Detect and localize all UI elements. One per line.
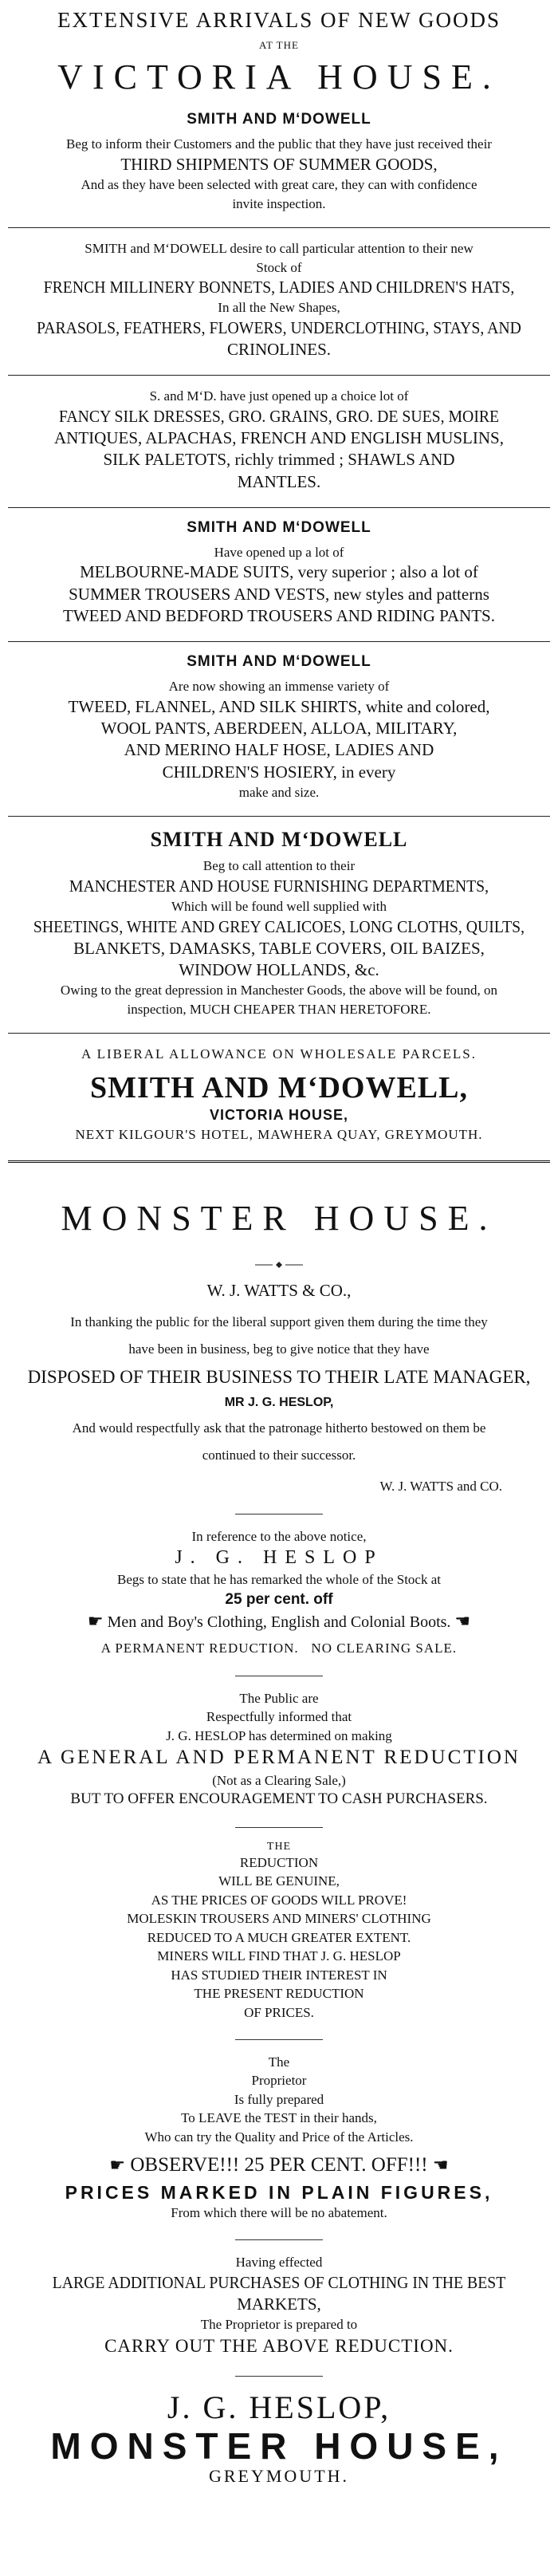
text-line: S. and M‘D. have just opened up a choice lot of xyxy=(149,388,409,404)
observe-line xyxy=(8,2153,550,2179)
paragraph-general-reduction xyxy=(8,1689,550,1810)
text-line: OF PRICES. xyxy=(244,2004,314,2020)
plain-figures-line: PRICES MARKED IN PLAIN FIGURES, xyxy=(65,2181,493,2203)
text-line: CHILDREN'S HOSIERY, in every xyxy=(162,762,396,782)
divider xyxy=(8,375,550,376)
victoria-house-advert xyxy=(8,0,550,1143)
firm-name: W. J. WATTS & CO., xyxy=(206,1281,352,1301)
text-line: AND MERINO HALF HOSE, LADIES AND xyxy=(124,740,434,760)
text-line: TWEED, FLANNEL, AND SILK SHIRTS, white and colored, xyxy=(68,696,490,716)
text-line: The Proprietor is prepared to xyxy=(200,2317,358,2333)
text-line: WOOL PANTS, ABERDEEN, ALLOA, MILITARY, xyxy=(100,719,458,739)
text-line: LARGE ADDITIONAL PURCHASES OF CLOTHING IN THE BEST xyxy=(52,2272,506,2292)
advert-headline: EXTENSIVE ARRIVALS OF NEW GOODS xyxy=(57,8,501,32)
advert-separator xyxy=(8,1160,550,1163)
text-line: Are now showing an immense variety of xyxy=(168,679,390,695)
text-line: And as they have been selected with great care, they can with confidence xyxy=(81,177,477,193)
text-line: Who can try the Quality and Price of the Articles. xyxy=(144,2129,414,2145)
divider xyxy=(8,641,550,642)
text-line: OBSERVE!!! 25 PER CENT. OFF!!! xyxy=(130,2154,428,2176)
paragraph-purchases xyxy=(8,2253,550,2357)
firm-name: SMITH AND M‘DOWELL xyxy=(150,828,408,852)
text-line: (Not as a Clearing Sale,) xyxy=(212,1772,346,1788)
text-line: TWEED AND BEDFORD TROUSERS AND RIDING PANTS. xyxy=(63,605,495,625)
divider xyxy=(8,816,550,817)
text-line: To LEAVE the TEST in their hands, xyxy=(181,2110,377,2126)
text-line: The xyxy=(268,2054,290,2070)
closing-house-name: VICTORIA HOUSE, xyxy=(209,1106,349,1123)
text-line: HAS STUDIED THEIR INTEREST IN xyxy=(171,1967,387,1983)
text-line: SMITH and M‘DOWELL desire to call particular attention to their new xyxy=(84,241,474,257)
text-line: SHEETINGS, WHITE AND GREY CALICOES, LONG CLOTHS, QUILTS, xyxy=(33,916,525,936)
text-line: In all the New Shapes, xyxy=(218,300,340,316)
text-line: Having effected xyxy=(235,2255,323,2271)
pointing-hand-icon: ☛ xyxy=(109,2155,126,2176)
text-line: inspection, MUCH CHEAPER THAN HERETOFORE. xyxy=(127,1001,431,1017)
paragraph-millinery xyxy=(8,239,550,360)
text-line: THE xyxy=(266,1840,292,1853)
text-line: FANCY SILK DRESSES, GRO. GRAINS, GRO. DE SUES, MOIRE xyxy=(58,406,500,426)
firm-name: SMITH AND M‘DOWELL xyxy=(187,518,371,536)
text-line: have been in business, beg to give notice that they have xyxy=(128,1341,430,1357)
text-line: Stock of xyxy=(256,259,302,275)
text-line: make and size. xyxy=(238,784,320,800)
text-line: A GENERAL AND PERMANENT REDUCTION xyxy=(37,1747,521,1769)
signature: W. J. WATTS and CO. xyxy=(379,1479,502,1495)
permanent-reduction-notice: A PERMANENT REDUCTION. NO CLEARING SALE. xyxy=(100,1641,458,1656)
divider xyxy=(235,2039,323,2040)
at-the-label: AT THE xyxy=(259,39,299,51)
text-line: Owing to the great depression in Manchester Goods, the above will be found, on xyxy=(60,983,498,998)
text-line: MANTLES. xyxy=(237,471,321,491)
firm-name: SMITH AND M‘DOWELL xyxy=(187,653,371,671)
closing-proprietor-name: J. G. HESLOP, xyxy=(167,2389,391,2425)
divider xyxy=(235,2376,323,2377)
text-line: Beg to inform their Customers and the public that they have just received their xyxy=(66,136,492,152)
closing-address: NEXT KILGOUR'S HOTEL, MAWHERA QUAY, GREYMOUTH. xyxy=(75,1126,483,1142)
text-line: Respectfully informed that xyxy=(206,1709,352,1725)
text-line: REDUCED TO A MUCH GREATER EXTENT. xyxy=(147,1929,411,1945)
text-line: CRINOLINES. xyxy=(226,340,332,359)
text-line: FRENCH MILLINERY BONNETS, LADIES AND CHILDREN'S HATS, xyxy=(43,277,515,297)
divider xyxy=(235,2239,323,2240)
wholesale-allowance: A LIBERAL ALLOWANCE ON WHOLESALE PARCELS. xyxy=(81,1046,477,1062)
text-line: WINDOW HOLLANDS, &c. xyxy=(179,960,379,980)
text-line: REDUCTION xyxy=(239,1854,319,1870)
text-line: MR J. G. HESLOP, xyxy=(224,1396,334,1410)
heslop-name: J. G. HESLOP xyxy=(175,1547,383,1569)
text-line: ANTIQUES, ALPACHAS, FRENCH AND ENGLISH MUSLINS, xyxy=(54,428,504,448)
house-title: VICTORIA HOUSE. xyxy=(57,58,501,97)
firm-name: SMITH AND M‘DOWELL xyxy=(187,111,371,128)
divider xyxy=(8,507,550,508)
paragraph-test xyxy=(8,2053,550,2146)
paragraph-silks xyxy=(8,387,550,493)
paragraph-disposal xyxy=(8,1309,550,1470)
text-line: 25 per cent. off xyxy=(225,1590,333,1608)
text-line: In reference to the above notice, xyxy=(191,1528,367,1544)
house-title: MONSTER HOUSE. xyxy=(61,1199,497,1238)
paragraph-reduction xyxy=(8,1570,550,1633)
text-line: J. G. HESLOP has determined on making xyxy=(166,1727,392,1743)
text-line: WILL BE GENUINE, xyxy=(218,1873,340,1889)
pointing-hand-icon: ☛ xyxy=(87,1610,104,1631)
paragraph-suits xyxy=(8,543,550,627)
closing-firm-name: SMITH AND M‘DOWELL, xyxy=(90,1070,468,1105)
ornament-rule-icon xyxy=(8,1260,550,1274)
text-line: BUT TO OFFER ENCOURAGEMENT TO CASH PURCHASERS. xyxy=(70,1790,488,1808)
boots-line xyxy=(8,1610,550,1633)
divider xyxy=(235,1827,323,1828)
text-line: SILK PALETOTS, richly trimmed ; SHAWLS AND xyxy=(103,450,455,470)
text-line: PARASOLS, FEATHERS, FLOWERS, UNDERCLOTHING, STAYS, AND xyxy=(37,317,521,337)
closing-house-name: MONSTER HOUSE, xyxy=(50,2425,508,2467)
text-line: Is fully prepared xyxy=(234,2091,324,2107)
text-line: And would respectfully ask that the patronage hitherto bestowed on them be xyxy=(72,1420,486,1436)
text-line: AS THE PRICES OF GOODS WILL PROVE! xyxy=(151,1892,407,1908)
text-line: SUMMER TROUSERS AND VESTS, new styles and patterns xyxy=(69,584,489,604)
text-line: Beg to call attention to their xyxy=(202,858,356,874)
paragraph-shirts xyxy=(8,677,550,802)
divider xyxy=(8,227,550,228)
text-line: MARKETS, xyxy=(237,2294,321,2314)
paragraph-new-shipments xyxy=(8,135,550,213)
divider xyxy=(8,1033,550,1034)
text-line: MELBOURNE-MADE SUITS, very superior ; also a lot of xyxy=(80,562,478,582)
text-line: The Public are xyxy=(239,1690,319,1706)
closing-town: GREYMOUTH. xyxy=(208,2466,350,2487)
text-line: BLANKETS, DAMASKS, TABLE COVERS, OIL BAIZES, xyxy=(73,938,485,958)
text-line: invite inspection. xyxy=(232,195,326,211)
paragraph-furnishing xyxy=(8,857,550,1018)
pointing-hand-icon: ☚ xyxy=(432,2155,449,2176)
text-line: Which will be found well supplied with xyxy=(171,899,387,915)
text-line: continued to their successor. xyxy=(202,1448,356,1463)
paragraph-genuine xyxy=(8,1841,550,2022)
text-line: MOLESKIN TROUSERS AND MINERS' CLOTHING xyxy=(127,1911,431,1927)
pointing-hand-icon: ☚ xyxy=(454,1610,471,1631)
text-line: Men and Boy's Clothing, English and Colonial Boots. xyxy=(107,1613,451,1631)
text-line: CARRY OUT THE ABOVE REDUCTION. xyxy=(104,2335,454,2356)
text-line: Proprietor xyxy=(251,2073,307,2089)
text-line: Have opened up a lot of xyxy=(214,544,344,560)
text-line: THE PRESENT REDUCTION xyxy=(194,1986,364,2002)
monster-house-advert xyxy=(8,1176,550,2487)
text-line: MANCHESTER AND HOUSE FURNISHING DEPARTMENTS, xyxy=(69,876,489,896)
text-line: MINERS WILL FIND THAT J. G. HESLOP xyxy=(157,1948,401,1964)
text-line: Begs to state that he has remarked the whole of the Stock at xyxy=(117,1572,441,1588)
text-line: From which there will be no abatement. xyxy=(171,2204,387,2220)
text-line: DISPOSED OF THEIR BUSINESS TO THEIR LATE MANAGER, xyxy=(27,1366,531,1387)
text-line: THIRD SHIPMENTS OF SUMMER GOODS, xyxy=(120,154,438,174)
text-line: In thanking the public for the liberal support given them during the time they xyxy=(70,1314,488,1329)
